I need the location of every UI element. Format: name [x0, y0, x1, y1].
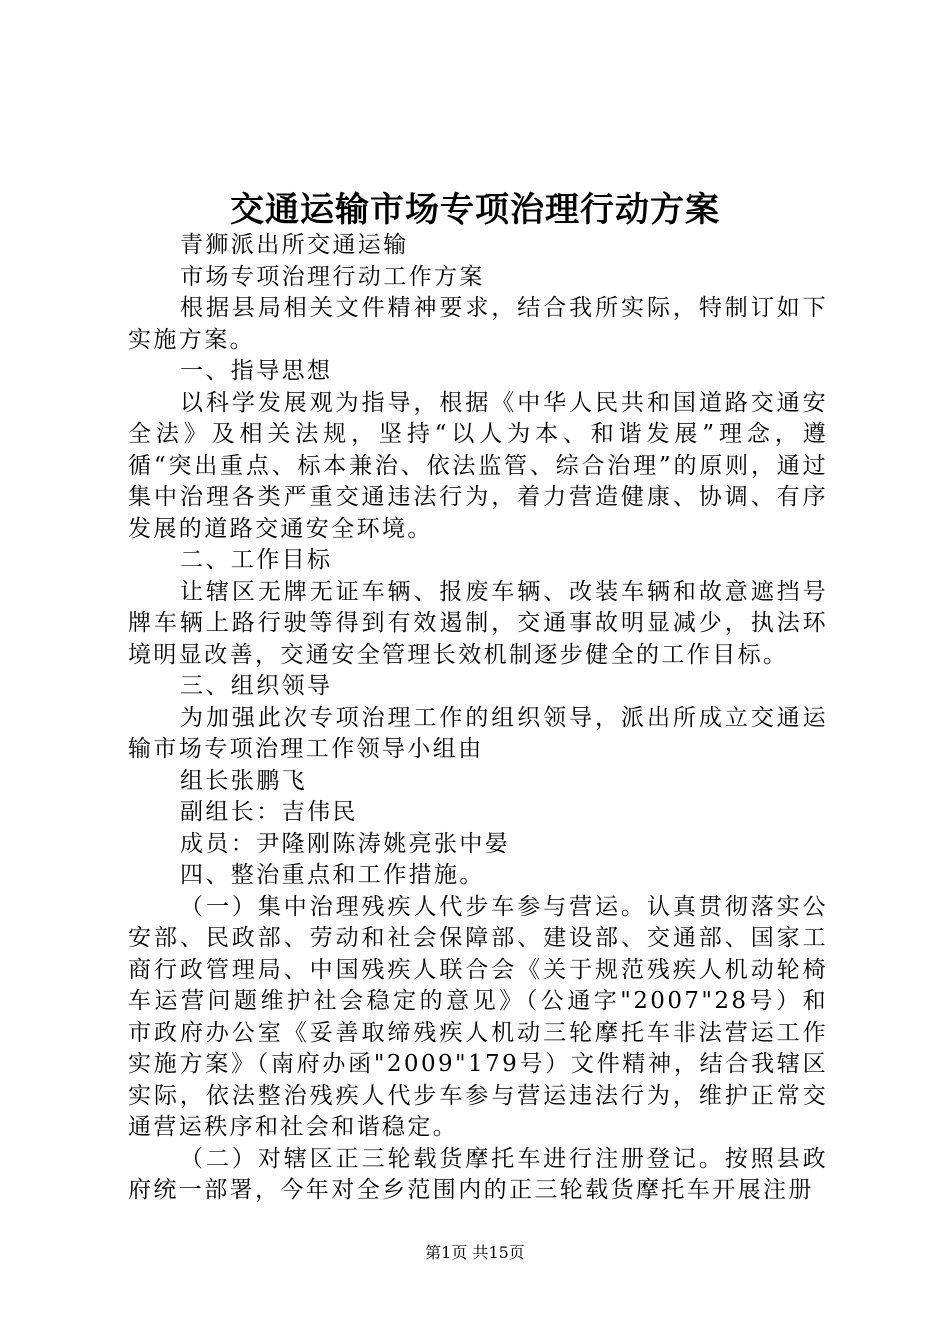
- paragraph-measure-two: （二）对辖区正三轮载货摩托车进行注册登记。按照县政府统一部署，今年对全乡范围内的正三轮载货摩托车开展注册: [128, 1145, 828, 1203]
- document-title: 交通运输市场专项治理行动方案: [230, 190, 720, 230]
- paragraph-measure-one: （一）集中治理残疾人代步车参与营运。认真贯彻落实公安部、民政部、劳动和社会保障部、建设部、交通部、国家工商行政管理局、中国残疾人联合会《关于规范残疾人机动轮椅车运营问题维护社会稳定的意见》（公通字"2007"28号）和市政府办公室《妥善取缔残疾人机动三轮摩托车非法营运工作实施方案》（南府办函"2009"179号）文件精神，结合我辖区实际，依法整治残疾人代步车参与营运违法行为，维护正常交通营运秩序和社会和谐稳定。: [128, 893, 828, 1140]
- section-heading-work-goal: 二、工作目标: [180, 547, 333, 573]
- paragraph-intro: 根据县局相关文件精神要求，结合我所实际，特制订如下实施方案。: [128, 295, 828, 353]
- paragraph-team-leader: 组长张鹏飞: [180, 767, 307, 794]
- paragraph-guiding-thought: 以科学发展观为指导，根据《中华人民共和国道路交通安全法》及相关法规，坚持“以人为本、和谐发展”理念，遵循“突出重点、标本兼治、依法监管、综合治理”的原则，通过集中治理各类严重交通违法行为，着力营造健康、协调、有序发展的道路交通安全环境。: [128, 389, 828, 542]
- paragraph-work-goal: 让辖区无牌无证车辆、报废车辆、改装车辆和故意遮挡号牌车辆上路行驶等得到有效遏制，交通事故明显减少，执法环境明显改善，交通安全管理长效机制逐步健全的工作目标。: [128, 578, 828, 668]
- paragraph-deputy-leader: 副组长：吉伟民: [180, 799, 358, 825]
- page-footer: 第1页 共15页: [425, 1243, 525, 1262]
- paragraph-subtitle: 市场专项治理行动工作方案: [180, 263, 485, 290]
- section-heading-organization: 三、组织领导: [180, 673, 333, 699]
- section-heading-key-measures: 四、整治重点和工作措施。: [180, 862, 485, 888]
- paragraph-org-name: 青狮派出所交通运输: [180, 232, 409, 258]
- paragraph-organization: 为加强此次专项治理工作的组织领导，派出所成立交通运输市场专项治理工作领导小组由: [128, 704, 828, 762]
- section-heading-guiding-thought: 一、指导思想: [180, 358, 333, 384]
- paragraph-members: 成员：尹隆刚陈涛姚亮张中晏: [180, 830, 511, 857]
- document-body: [128, 230, 828, 1207]
